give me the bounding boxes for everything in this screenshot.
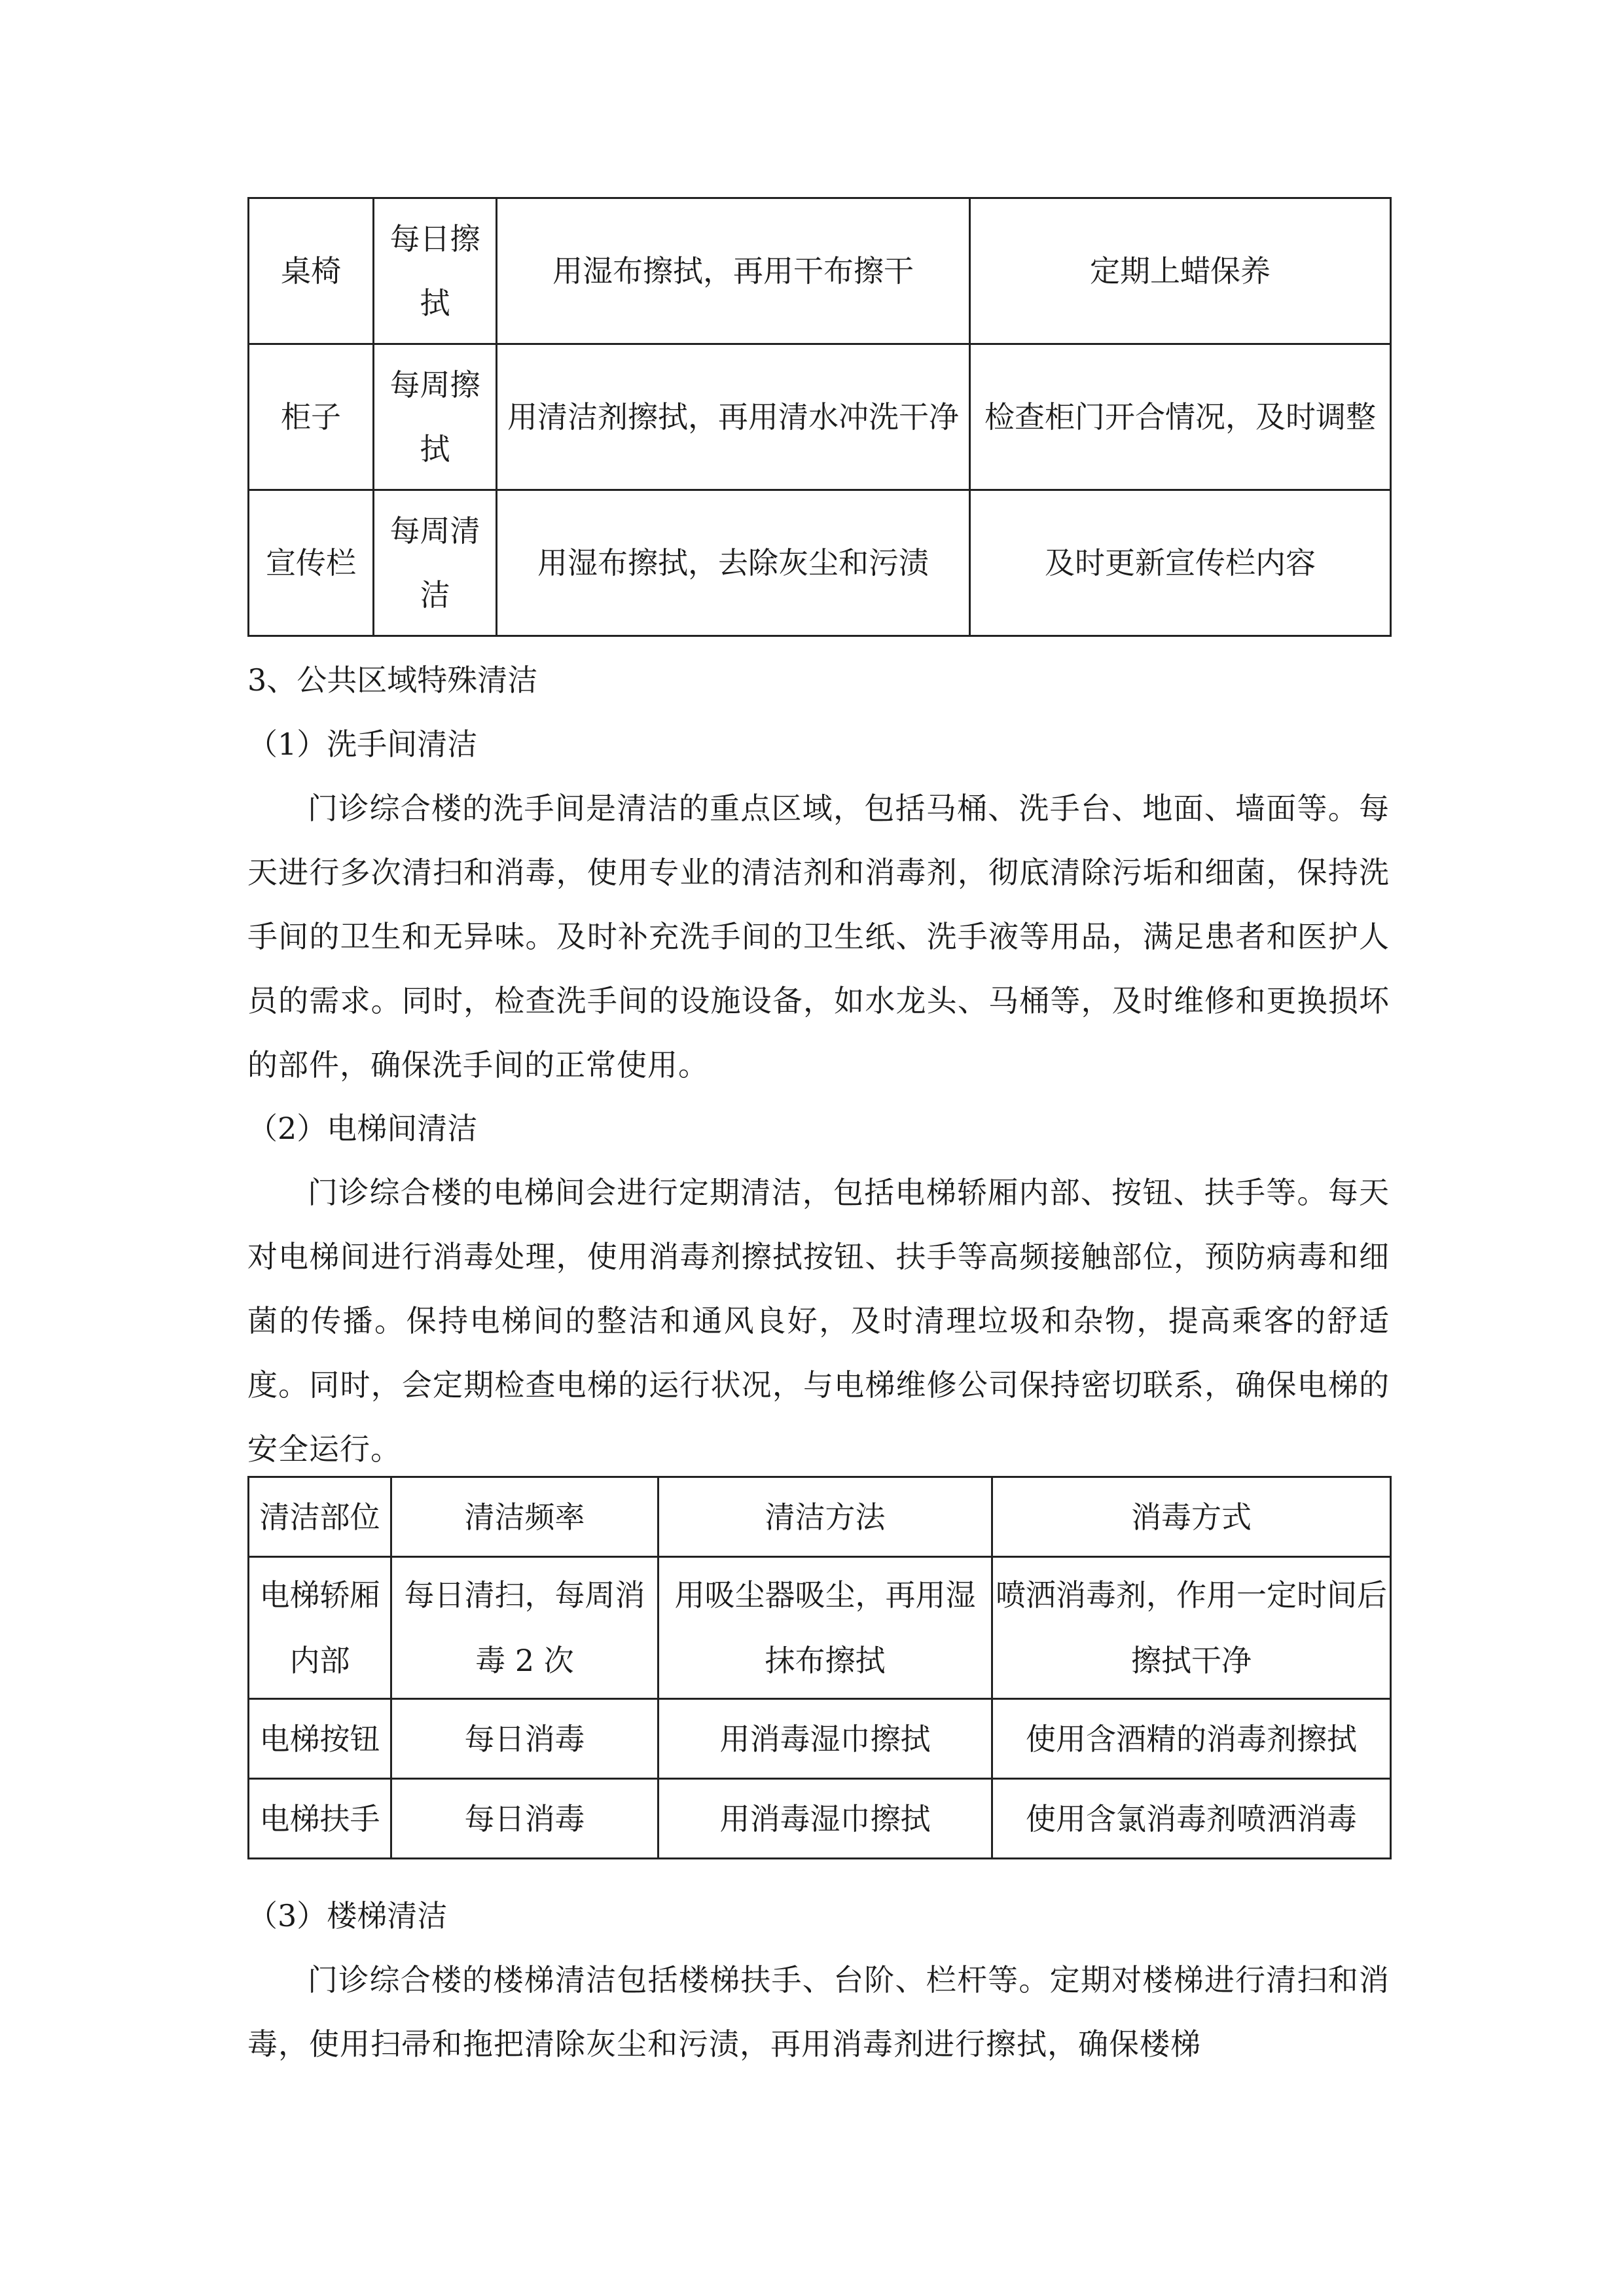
table-cell: 使用含酒精的消毒剂擦拭 — [992, 1699, 1391, 1779]
table-cell: 电梯轿厢内部 — [249, 1557, 391, 1699]
table-row — [249, 344, 1391, 490]
section-heading: 3、公共区域特殊清洁 — [247, 662, 538, 698]
table-cell: 用消毒湿巾擦拭 — [659, 1699, 992, 1779]
subsection-heading-restroom: （1）洗手间清洁 — [247, 726, 478, 762]
paragraph-restroom: 门诊综合楼的洗手间是清洁的重点区域，包括马桶、洗手台、地面、墙面等。每天进行多次清扫和消毒，使用专业的清洁剂和消毒剂，彻底清除污垢和细菌，保持洗手间的卫生和无异味。及时补充洗手间的卫生纸、洗手液等用品，满足患者和医护人员的需求。同时，检查洗手间的设施设备，如水龙头、马桶等，及时维修和更换损坏的部件，确保洗手间的正常使用。 — [247, 791, 1390, 1083]
table-cell: 定期上蜡保养 — [970, 198, 1391, 344]
table-cell: 及时更新宣传栏内容 — [970, 490, 1391, 636]
subsection-heading-stairs: （3）楼梯清洁 — [247, 1898, 448, 1933]
table-cell: 使用含氯消毒剂喷洒消毒 — [992, 1779, 1391, 1859]
table-row — [249, 1699, 1391, 1779]
table-cell: 用消毒湿巾擦拭 — [659, 1779, 992, 1859]
table-cell: 每日清扫，每周消毒 2 次 — [391, 1557, 659, 1699]
paragraph-elevator: 门诊综合楼的电梯间会进行定期清洁，包括电梯轿厢内部、按钮、扶手等。每天对电梯间进行消毒处理，使用消毒剂擦拭按钮、扶手等高频接触部位，预防病毒和细菌的传播。保持电梯间的整洁和通风良好，及时清理垃圾和杂物，提高乘客的舒适度。同时，会定期检查电梯的运行状况，与电梯维修公司保持密切联系，确保电梯的安全运行。 — [247, 1175, 1390, 1467]
table-row — [249, 490, 1391, 636]
table-cell: 喷洒消毒剂，作用一定时间后擦拭干净 — [992, 1557, 1391, 1699]
table-cell: 柜子 — [249, 344, 374, 490]
table-header-row — [249, 1477, 1391, 1557]
table-cell: 电梯扶手 — [249, 1779, 391, 1859]
table-header-cell: 清洁频率 — [391, 1477, 659, 1557]
table-cell: 用清洁剂擦拭，再用清水冲洗干净 — [497, 344, 970, 490]
table-cell: 宣传栏 — [249, 490, 374, 636]
table-row — [249, 198, 1391, 344]
table-cell: 用湿布擦拭，去除灰尘和污渍 — [497, 490, 970, 636]
table-cell: 桌椅 — [249, 198, 374, 344]
table-header-cell: 清洁部位 — [249, 1477, 391, 1557]
table-header-cell: 消毒方式 — [992, 1477, 1391, 1557]
table-cell: 每周擦拭 — [374, 344, 497, 490]
paragraph-stairs: 门诊综合楼的楼梯清洁包括楼梯扶手、台阶、栏杆等。定期对楼梯进行清扫和消毒，使用扫帚和拖把清除灰尘和污渍，再用消毒剂进行擦拭，确保楼梯 — [247, 1962, 1390, 2062]
table-cell: 每日擦拭 — [374, 198, 497, 344]
furniture-cleaning-table — [247, 197, 1392, 637]
table-cell: 每日消毒 — [391, 1699, 659, 1779]
table-row — [249, 1557, 1391, 1699]
table-cell: 用吸尘器吸尘，再用湿抹布擦拭 — [659, 1557, 992, 1699]
table-header-cell: 清洁方法 — [659, 1477, 992, 1557]
subsection-heading-elevator: （2）电梯间清洁 — [247, 1111, 478, 1146]
table-cell: 每周清洁 — [374, 490, 497, 636]
table-cell: 检查柜门开合情况，及时调整 — [970, 344, 1391, 490]
table-cell: 每日消毒 — [391, 1779, 659, 1859]
elevator-cleaning-table — [247, 1476, 1392, 1859]
table-cell: 用湿布擦拭，再用干布擦干 — [497, 198, 970, 344]
table-cell: 电梯按钮 — [249, 1699, 391, 1779]
table-row — [249, 1779, 1391, 1859]
